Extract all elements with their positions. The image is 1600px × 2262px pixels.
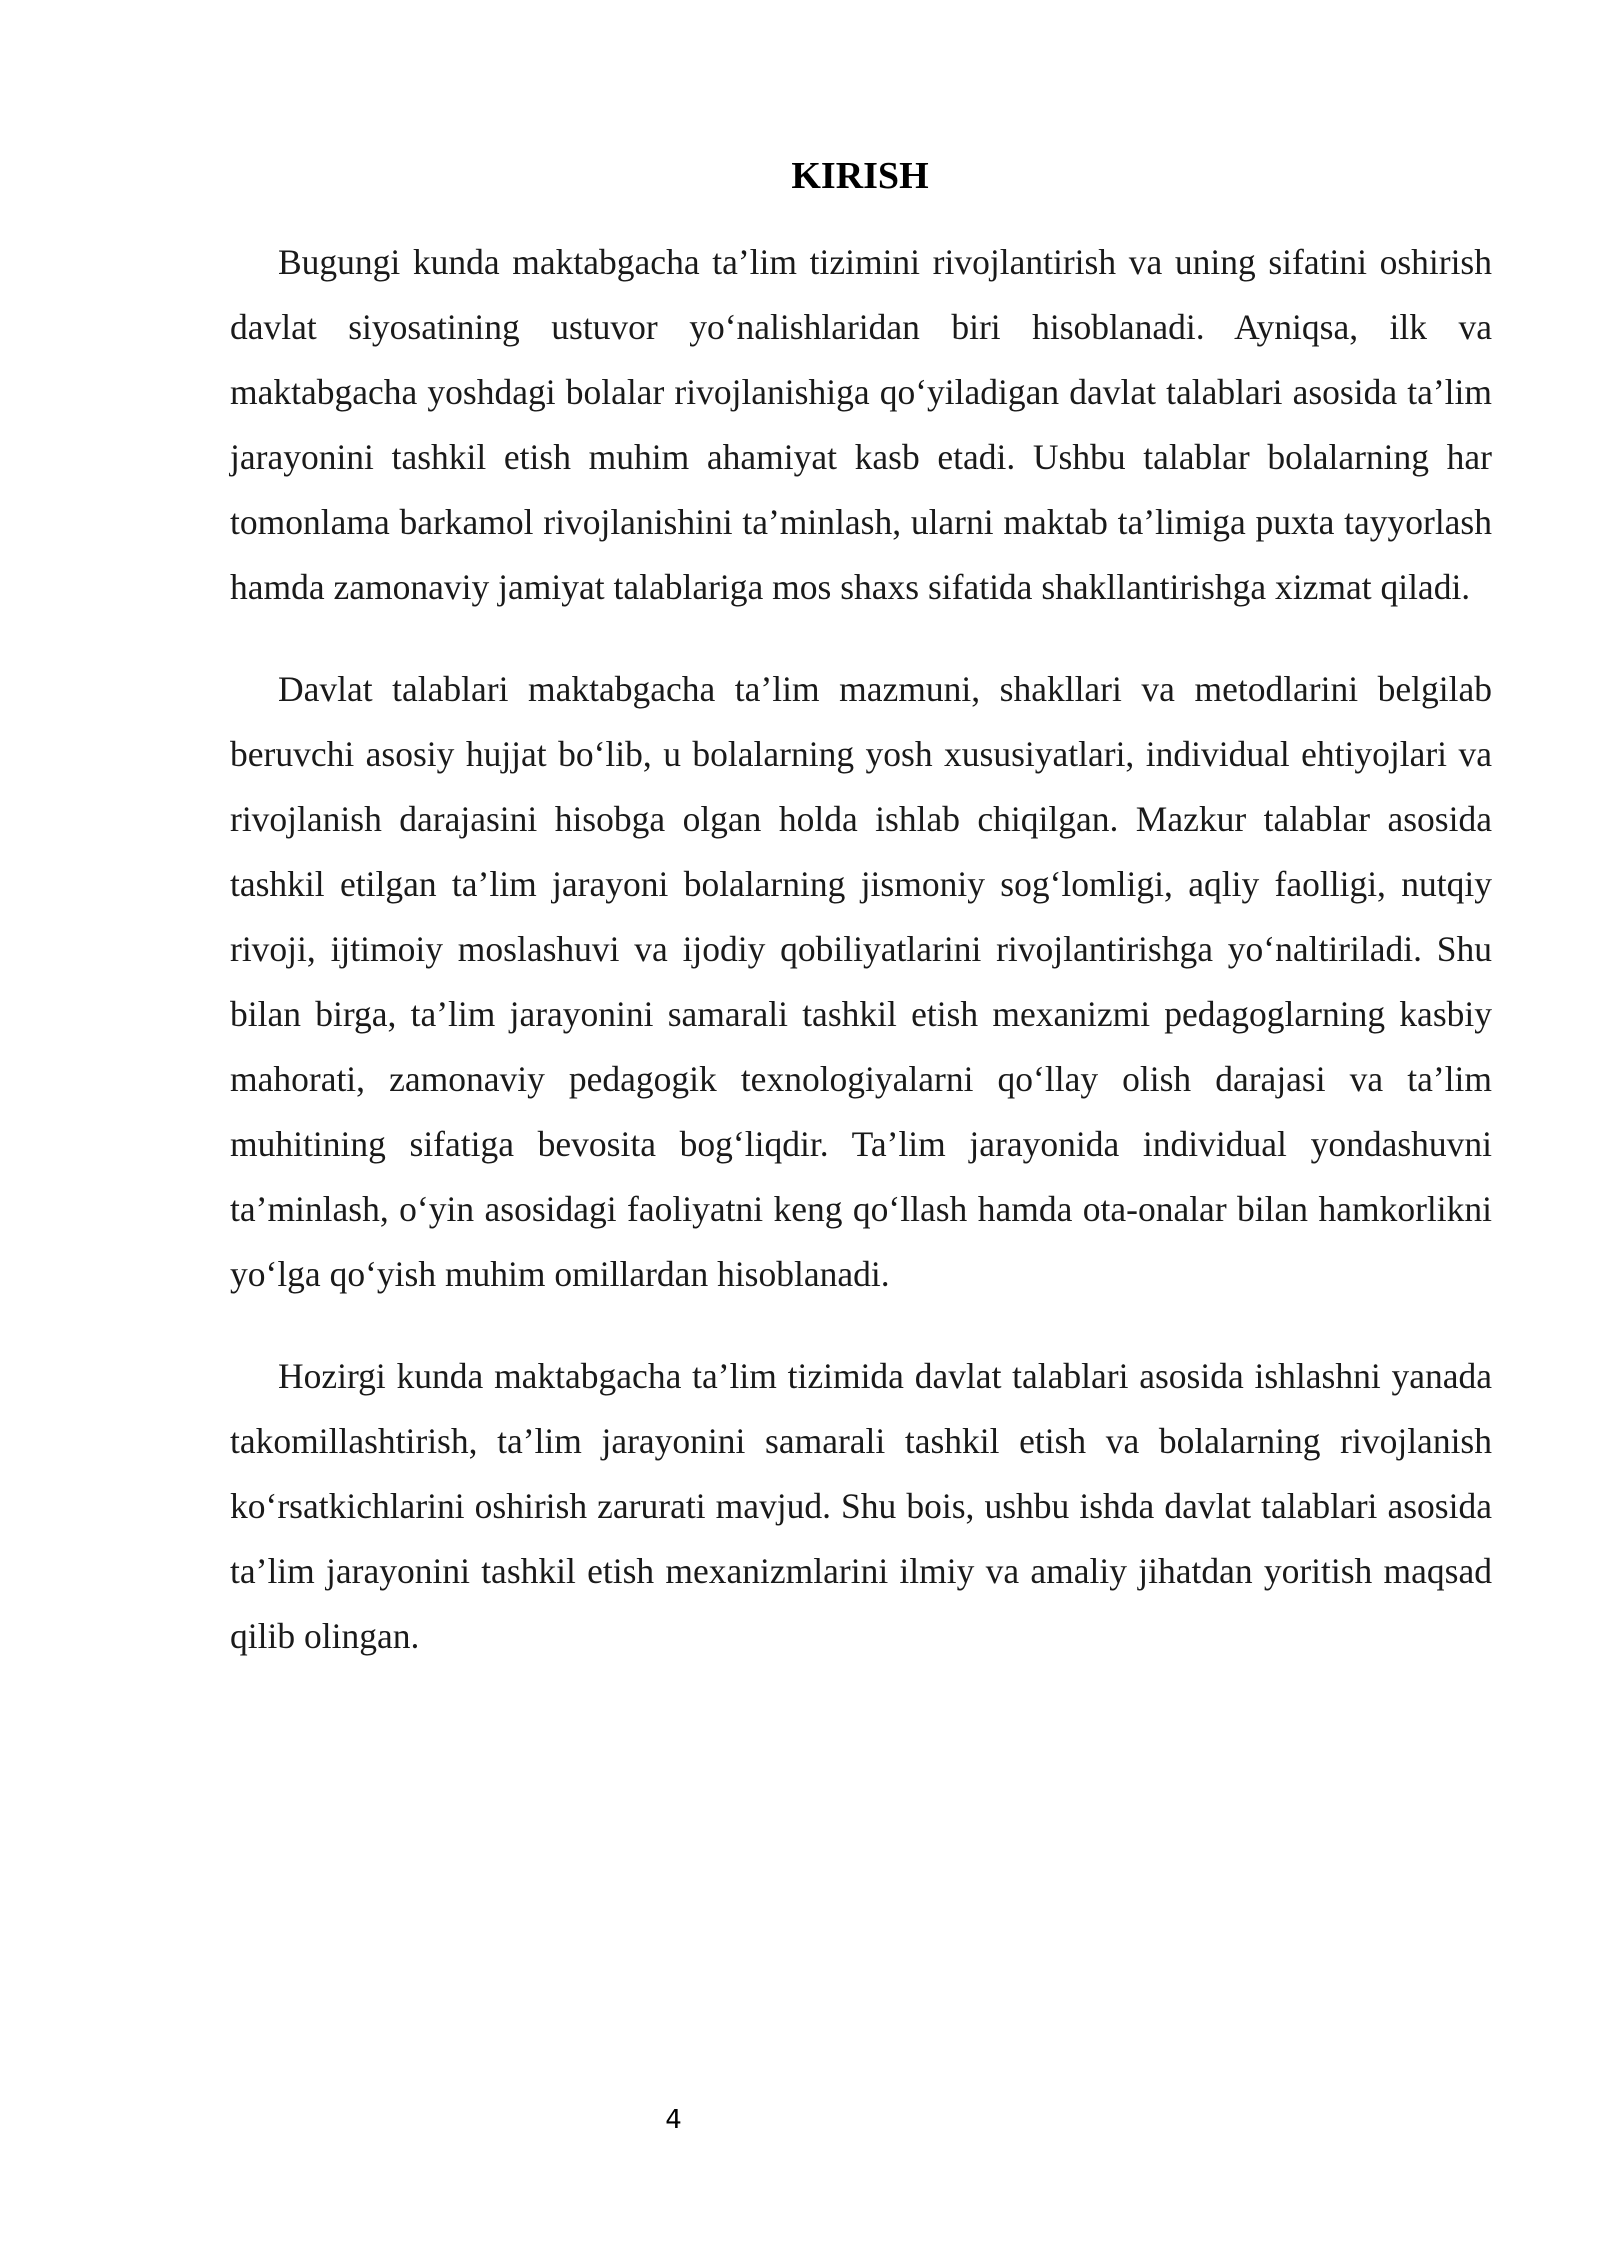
paragraph-1: Bugungi kunda maktabgacha ta’lim tizimini rivojlantirish va uning sifatini oshirish davlat siyosatining ustuvor yo‘nalishlaridan biri hisoblanadi. Ayniqsa, ilk va maktabgacha yoshdagi bolalar rivojlanishiga qo‘yiladigan davlat talablari asosida ta’lim jarayonini tashkil etish muhim ahamiyat kasb etadi. Ushbu talablar bolalarning har tomonlama barkamol rivojlanishini ta’minlash, ularni maktab ta’limiga puxta tayyorlash hamda zamonaviy jamiyat talablariga mos shaxs sifatida shakllantirishga xizmat qiladi. xyxy=(230,242,1492,607)
page-number: 4 xyxy=(665,2105,682,2135)
document-body xyxy=(230,230,1492,1706)
page-title: KIRISH xyxy=(791,155,929,197)
paragraph-2: Davlat talablari maktabgacha ta’lim mazmuni, shakllari va metodlarini belgilab beruvchi asosiy hujjat bo‘lib, u bolalarning yosh xususiyatlari, individual ehtiyojlari va rivojlanish darajasini hisobga olgan holda ishlab chiqilgan. Mazkur talablar asosida tashkil etilgan ta’lim jarayoni bolalarning jismoniy sog‘lomligi, aqliy faolligi, nutqiy rivoji, ijtimoiy moslashuvi va ijodiy qobiliyatlarini rivojlantirishga yo‘naltiriladi. Shu bilan birga, ta’lim jarayonini samarali tashkil etish mexanizmi pedagoglarning kasbiy mahorati, zamonaviy pedagogik texnologiyalarni qo‘llay olish darajasi va ta’lim muhitining sifatiga bevosita bog‘liqdir. Ta’lim jarayonida individual yondashuvni ta’minlash, o‘yin asosidagi faoliyatni keng qo‘llash hamda ota-onalar bilan hamkorlikni yo‘lga qo‘yish muhim omillardan hisoblanadi. xyxy=(230,669,1492,1294)
paragraph-3: Hozirgi kunda maktabgacha ta’lim tizimida davlat talablari asosida ishlashni yanada takomillashtirish, ta’lim jarayonini samarali tashkil etish va bolalarning rivojlanish ko‘rsatkichlarini oshirish zarurati mavjud. Shu bois, ushbu ishda davlat talablari asosida ta’lim jarayonini tashkil etish mexanizmlarini ilmiy va amaliy jihatdan yoritish maqsad qilib olingan. xyxy=(230,1356,1492,1656)
